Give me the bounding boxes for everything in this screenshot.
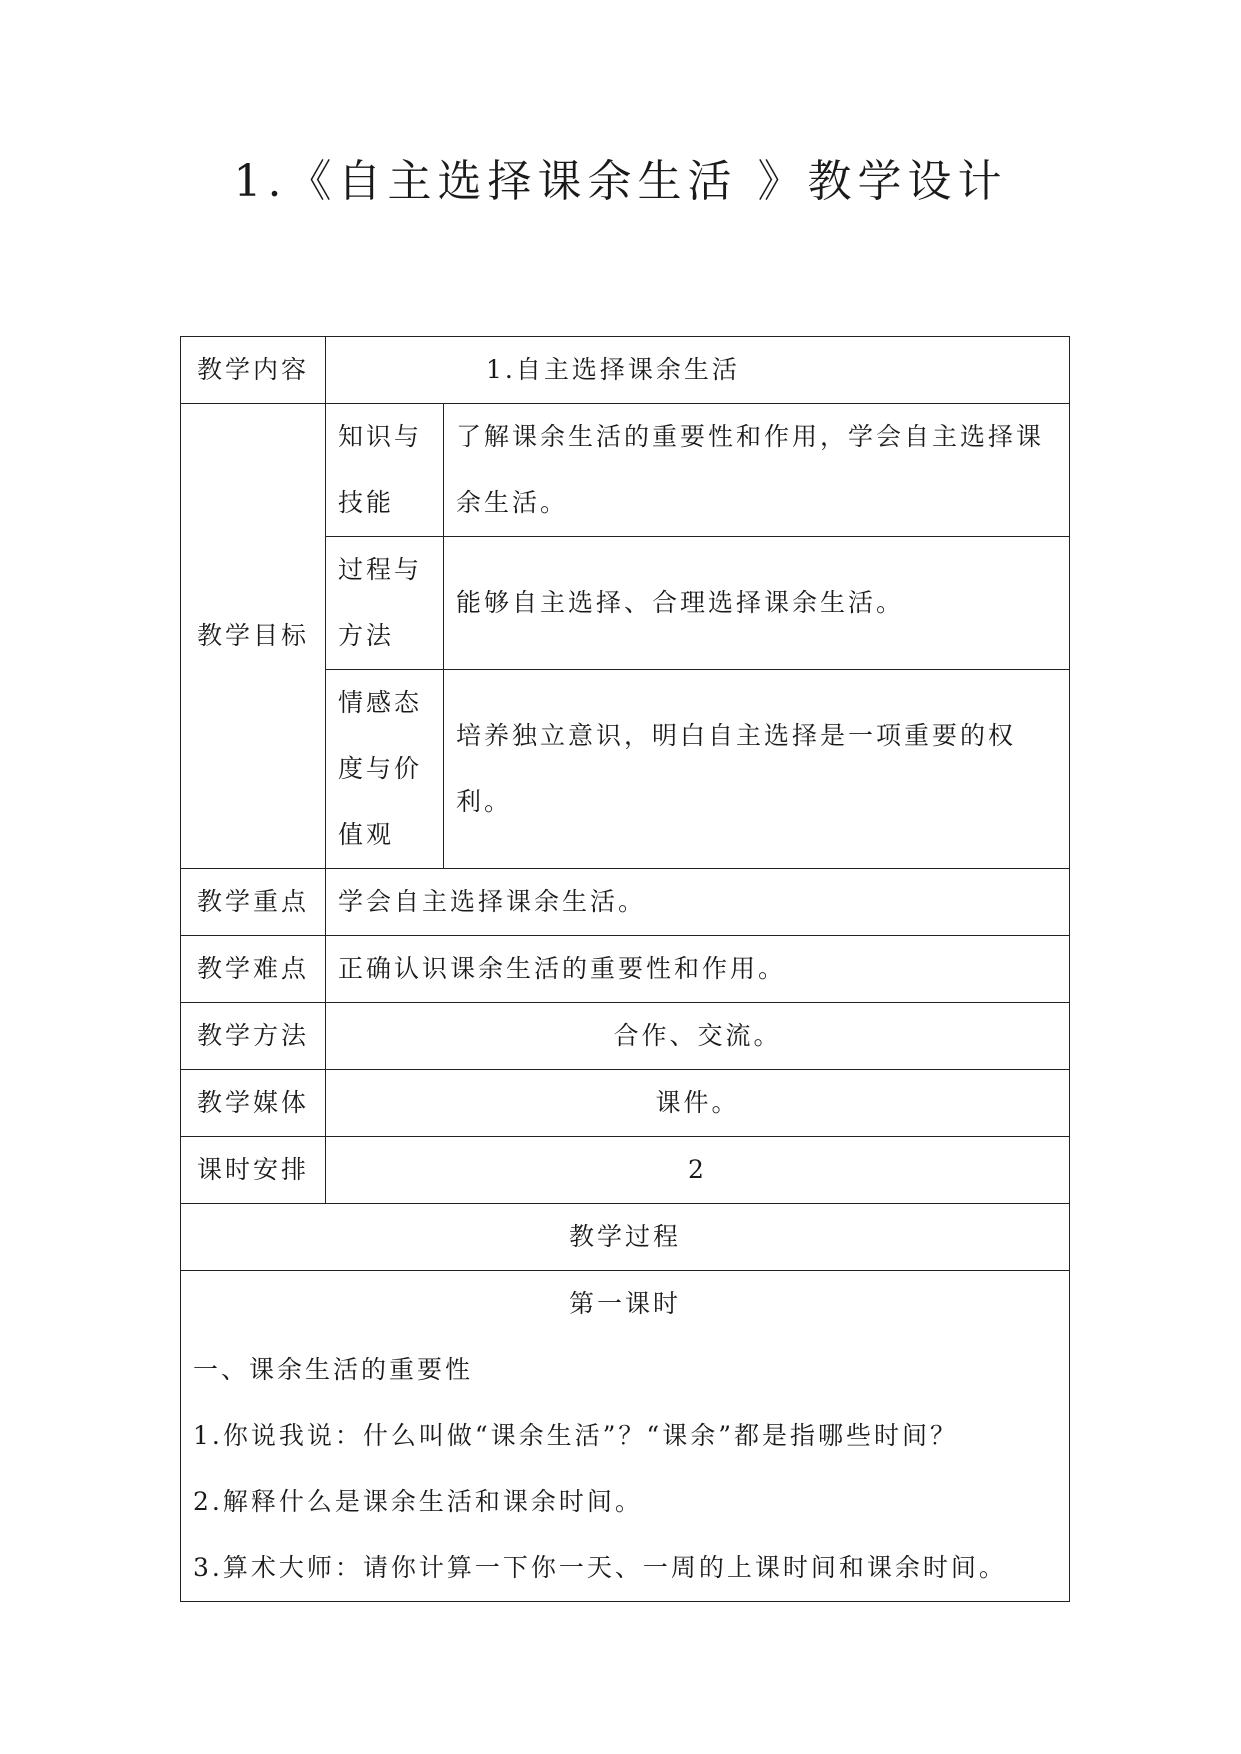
difficulty-label: 教学难点 bbox=[181, 936, 326, 1003]
content-value: 1.自主选择课余生活 bbox=[326, 337, 1070, 404]
method-value: 合作、交流。 bbox=[326, 1003, 1070, 1070]
objective-text-process: 能够自主选择、合理选择课余生活。 bbox=[444, 537, 1070, 670]
row-difficulty bbox=[181, 936, 1070, 1003]
process-line: 一、课余生活的重要性 bbox=[193, 1355, 474, 1384]
row-key-point bbox=[181, 869, 1070, 936]
content-label: 教学内容 bbox=[181, 337, 326, 404]
row-method bbox=[181, 1003, 1070, 1070]
objective-sub-attitude: 情感态度与价值观 bbox=[326, 670, 444, 869]
row-objective-knowledge bbox=[181, 404, 1070, 537]
difficulty-value: 正确认识课余生活的重要性和作用。 bbox=[326, 936, 1070, 1003]
row-content bbox=[181, 337, 1070, 404]
media-value: 课件。 bbox=[326, 1070, 1070, 1137]
media-label: 教学媒体 bbox=[181, 1070, 326, 1137]
process-body bbox=[181, 1271, 1070, 1602]
schedule-value: 2 bbox=[326, 1137, 1070, 1204]
objective-text-attitude: 培养独立意识，明白自主选择是一项重要的权利。 bbox=[444, 670, 1070, 869]
objective-sub-process: 过程与方法 bbox=[326, 537, 444, 670]
lesson-title: 第一课时 bbox=[569, 1289, 682, 1318]
objective-text-knowledge: 了解课余生活的重要性和作用，学会自主选择课余生活。 bbox=[444, 404, 1070, 537]
process-line: 1.你说我说：什么叫做“课余生活”？“课余”都是指哪些时间？ bbox=[193, 1421, 958, 1450]
lesson-plan-table bbox=[180, 336, 1070, 1602]
schedule-label: 课时安排 bbox=[181, 1137, 326, 1204]
key-point-label: 教学重点 bbox=[181, 869, 326, 936]
row-schedule bbox=[181, 1137, 1070, 1204]
row-process-heading bbox=[181, 1204, 1070, 1271]
process-line: 3.算术大师：请你计算一下你一天、一周的上课时间和课余时间。 bbox=[193, 1553, 1007, 1582]
objective-sub-knowledge: 知识与技能 bbox=[326, 404, 444, 537]
key-point-value: 学会自主选择课余生活。 bbox=[326, 869, 1070, 936]
method-label: 教学方法 bbox=[181, 1003, 326, 1070]
objectives-label: 教学目标 bbox=[181, 404, 326, 869]
process-heading: 教学过程 bbox=[181, 1204, 1070, 1271]
row-process-body bbox=[181, 1271, 1070, 1602]
row-media bbox=[181, 1070, 1070, 1137]
document-title: 1.《自主选择课余生活 》教学设计 bbox=[233, 156, 1008, 207]
process-line: 2.解释什么是课余生活和课余时间。 bbox=[193, 1487, 643, 1516]
